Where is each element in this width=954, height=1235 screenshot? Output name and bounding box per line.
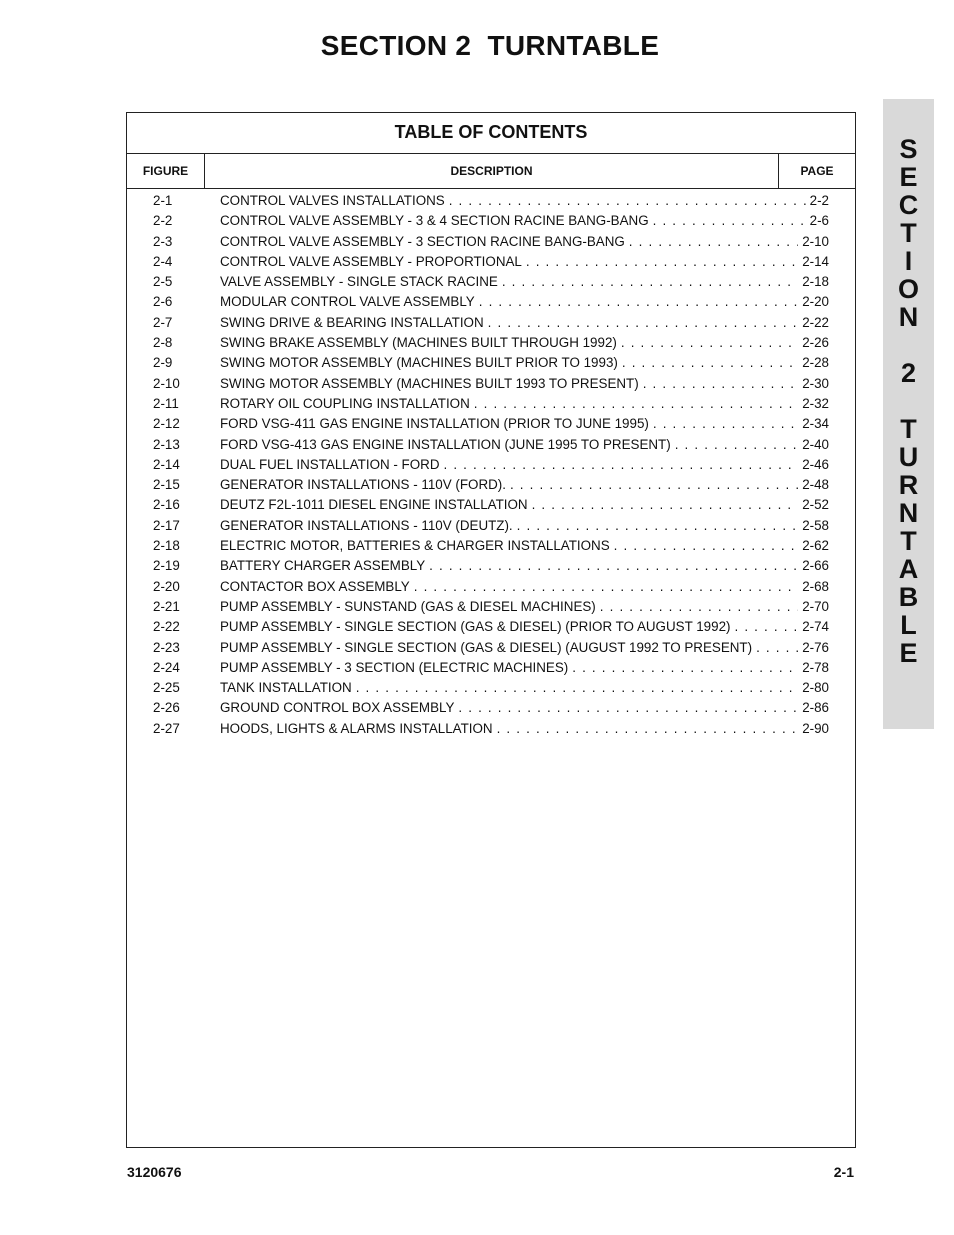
toc-entry-figure: 2-9: [153, 355, 173, 371]
toc-entry[interactable]: [127, 272, 855, 292]
toc-entry[interactable]: [127, 333, 855, 353]
dot-leader: [526, 252, 798, 272]
toc-entry-description: SWING DRIVE & BEARING INSTALLATION: [220, 314, 484, 330]
toc-entry-description: FORD VSG-413 GAS ENGINE INSTALLATION (JUNE 1995 TO PRESENT): [220, 436, 671, 452]
toc-entry-figure: 2-22: [153, 619, 180, 635]
dot-leader: [621, 333, 798, 353]
toc-entry-figure: 2-7: [153, 314, 173, 330]
toc-entry-figure: 2-21: [153, 598, 180, 614]
side-tab-label: S E C T I O N 2 T U R N T A B L E: [897, 134, 919, 668]
toc-header-row: [127, 154, 855, 189]
toc-entry-description: PUMP ASSEMBLY - SUNSTAND (GAS & DIESEL MACHINES): [220, 598, 596, 614]
toc-entry-figure: 2-24: [153, 659, 180, 675]
toc-entry-page: 2-46: [802, 456, 829, 472]
toc-entry-description: DEUTZ F2L-1011 DIESEL ENGINE INSTALLATION: [220, 497, 528, 513]
dot-leader: [356, 678, 798, 698]
toc-entry-page: 2-30: [802, 375, 829, 391]
toc-entry-figure: 2-15: [153, 477, 180, 493]
section-side-tab: [883, 99, 934, 729]
dot-leader: [497, 719, 799, 739]
toc-entry-description: PUMP ASSEMBLY - SINGLE SECTION (GAS & DIESEL) (PRIOR TO AUGUST 1992): [220, 619, 731, 635]
toc-entry-description: CONTROL VALVE ASSEMBLY - PROPORTIONAL: [220, 253, 522, 269]
toc-entry-page: 2-22: [802, 314, 829, 330]
toc-entry-page: 2-78: [802, 659, 829, 675]
toc-entry-description: CONTROL VALVES INSTALLATIONS: [220, 193, 445, 208]
toc-entry[interactable]: [127, 374, 855, 394]
figure-column-header: FIGURE: [127, 154, 205, 188]
toc-entry-description: PUMP ASSEMBLY - SINGLE SECTION (GAS & DIESEL) (AUGUST 1992 TO PRESENT): [220, 639, 753, 655]
toc-entry-page: 2-70: [802, 598, 829, 614]
toc-entry[interactable]: [127, 353, 855, 373]
toc-entry[interactable]: [127, 435, 855, 455]
toc-entry-description: BATTERY CHARGER ASSEMBLY: [220, 558, 426, 574]
toc-entry-figure: 2-6: [153, 294, 173, 310]
toc-entry-figure: 2-27: [153, 720, 180, 736]
dot-leader: [429, 556, 798, 576]
toc-entry[interactable]: [127, 556, 855, 576]
toc-entry-description: CONTACTOR BOX ASSEMBLY: [220, 578, 410, 594]
dot-leader: [572, 658, 798, 678]
dot-leader: [614, 536, 799, 556]
page-title: SECTION 2 TURNTABLE: [320, 30, 660, 61]
dot-leader: [734, 617, 798, 637]
dot-leader: [600, 597, 798, 617]
toc-entry[interactable]: [127, 678, 855, 698]
toc-entry-page: 2-52: [802, 497, 829, 513]
toc-entry-description: GROUND CONTROL BOX ASSEMBLY: [220, 700, 455, 716]
page-column-header: PAGE: [800, 164, 834, 178]
toc-entry-description: SWING MOTOR ASSEMBLY (MACHINES BUILT PRIOR TO 1993): [220, 355, 618, 371]
page-number: 2-1: [833, 1164, 854, 1180]
toc-entry-figure: 2-25: [153, 680, 180, 696]
toc-entry-figure: 2-3: [153, 233, 173, 249]
toc-entry-figure: 2-26: [153, 700, 180, 716]
toc-entry[interactable]: [127, 414, 855, 434]
toc-entry[interactable]: [127, 698, 855, 718]
toc-entry-figure: 2-12: [153, 416, 180, 432]
table-of-contents: [126, 112, 856, 1148]
toc-title: TABLE OF CONTENTS: [127, 113, 855, 154]
dot-leader: [510, 475, 798, 495]
toc-entry-figure: 2-5: [153, 274, 173, 290]
toc-entry[interactable]: [127, 475, 855, 495]
toc-entry[interactable]: [127, 292, 855, 312]
dot-leader: [458, 698, 798, 718]
toc-entry-page: 2-18: [802, 274, 829, 290]
dot-leader: [488, 313, 799, 333]
dot-leader: [643, 374, 799, 394]
toc-entry[interactable]: [127, 516, 855, 536]
toc-entry-description: VALVE ASSEMBLY - SINGLE STACK RACINE: [220, 274, 498, 290]
toc-entry-page: 2-48: [802, 477, 829, 493]
toc-entry-list: [127, 191, 855, 739]
toc-entry-page: 2-58: [802, 517, 829, 533]
toc-entry[interactable]: [127, 719, 855, 739]
dot-leader: [474, 394, 798, 414]
dot-leader: [532, 495, 799, 515]
toc-entry-description: FORD VSG-411 GAS ENGINE INSTALLATION (PRIOR TO JUNE 1995): [220, 416, 649, 432]
toc-entry-figure: 2-1: [153, 193, 173, 208]
dot-leader: [675, 435, 799, 455]
toc-entry-page: 2-32: [802, 395, 829, 411]
toc-entry-description: CONTROL VALVE ASSEMBLY - 3 SECTION RACINE BANG-BANG: [220, 233, 625, 249]
toc-entry-description: ELECTRIC MOTOR, BATTERIES & CHARGER INSTALLATIONS: [220, 538, 610, 554]
toc-entry-page: 2-10: [802, 233, 829, 249]
toc-entry-page: 2-6: [809, 213, 829, 229]
toc-entry-description: GENERATOR INSTALLATIONS - 110V (FORD).: [220, 477, 506, 493]
dot-leader: [502, 272, 798, 292]
toc-entry-figure: 2-8: [153, 335, 173, 351]
dot-leader: [414, 577, 798, 597]
toc-entry-description: CONTROL VALVE ASSEMBLY - 3 & 4 SECTION RACINE BANG-BANG: [220, 213, 649, 229]
toc-entry-figure: 2-17: [153, 517, 180, 533]
dot-leader: [449, 191, 806, 211]
toc-entry-figure: 2-18: [153, 538, 180, 554]
toc-entry-description: PUMP ASSEMBLY - 3 SECTION (ELECTRIC MACHINES): [220, 659, 569, 675]
toc-entry-figure: 2-13: [153, 436, 180, 452]
dot-leader: [622, 353, 798, 373]
toc-entry-description: TANK INSTALLATION: [220, 680, 352, 696]
toc-entry-figure: 2-11: [153, 395, 179, 411]
description-column-header: DESCRIPTION: [205, 154, 779, 188]
toc-entry-page: 2-2: [809, 193, 829, 208]
toc-entry-page: 2-20: [802, 294, 829, 310]
toc-entry[interactable]: [127, 313, 855, 333]
document-number: 3120676: [127, 1164, 182, 1180]
toc-entry-figure: 2-2: [153, 213, 173, 229]
toc-entry-page: 2-66: [802, 558, 829, 574]
toc-entry-description: GENERATOR INSTALLATIONS - 110V (DEUTZ).: [220, 517, 513, 533]
toc-entry[interactable]: [127, 536, 855, 556]
dot-leader: [517, 516, 799, 536]
toc-entry-figure: 2-10: [153, 375, 180, 391]
toc-entry-page: 2-34: [802, 416, 829, 432]
toc-entry-description: ROTARY OIL COUPLING INSTALLATION: [220, 395, 470, 411]
toc-entry[interactable]: [127, 211, 855, 231]
toc-entry[interactable]: [127, 495, 855, 515]
toc-entry[interactable]: [127, 232, 855, 252]
toc-entry-description: HOODS, LIGHTS & ALARMS INSTALLATION: [220, 720, 493, 736]
toc-entry-description: DUAL FUEL INSTALLATION - FORD: [220, 456, 440, 472]
toc-entry-figure: 2-4: [153, 253, 173, 269]
toc-entry-figure: 2-16: [153, 497, 180, 513]
toc-entry-page: 2-90: [802, 720, 829, 736]
toc-entry[interactable]: [127, 191, 855, 211]
toc-entry-page: 2-76: [802, 639, 829, 655]
toc-entry-page: 2-14: [802, 253, 829, 269]
toc-entry[interactable]: [127, 597, 855, 617]
toc-entry[interactable]: [127, 394, 855, 414]
dot-leader: [653, 414, 798, 434]
dot-leader: [653, 211, 806, 231]
toc-entry-figure: 2-20: [153, 578, 180, 594]
toc-entry-page: 2-74: [802, 619, 829, 635]
toc-entry-description: SWING BRAKE ASSEMBLY (MACHINES BUILT THROUGH 1992): [220, 335, 617, 351]
toc-entry-page: 2-86: [802, 700, 829, 716]
dot-leader: [444, 455, 799, 475]
toc-entry[interactable]: [127, 252, 855, 272]
toc-entry[interactable]: [127, 617, 855, 637]
toc-entry-description: MODULAR CONTROL VALVE ASSEMBLY: [220, 294, 475, 310]
dot-leader: [756, 638, 798, 658]
toc-entry-page: 2-28: [802, 355, 829, 371]
toc-entry-page: 2-26: [802, 335, 829, 351]
toc-entry-figure: 2-14: [153, 456, 180, 472]
toc-entry-page: 2-68: [802, 578, 829, 594]
toc-entry-page: 2-62: [802, 538, 829, 554]
toc-entry-description: SWING MOTOR ASSEMBLY (MACHINES BUILT 1993 TO PRESENT): [220, 375, 639, 391]
dot-leader: [479, 292, 798, 312]
toc-entry-figure: 2-19: [153, 558, 180, 574]
toc-entry[interactable]: [127, 455, 855, 475]
toc-entry[interactable]: [127, 638, 855, 658]
toc-entry-page: 2-80: [802, 680, 829, 696]
dot-leader: [629, 232, 798, 252]
toc-entry[interactable]: [127, 658, 855, 678]
toc-entry-page: 2-40: [802, 436, 829, 452]
toc-entry[interactable]: [127, 577, 855, 597]
toc-entry-figure: 2-23: [153, 639, 180, 655]
